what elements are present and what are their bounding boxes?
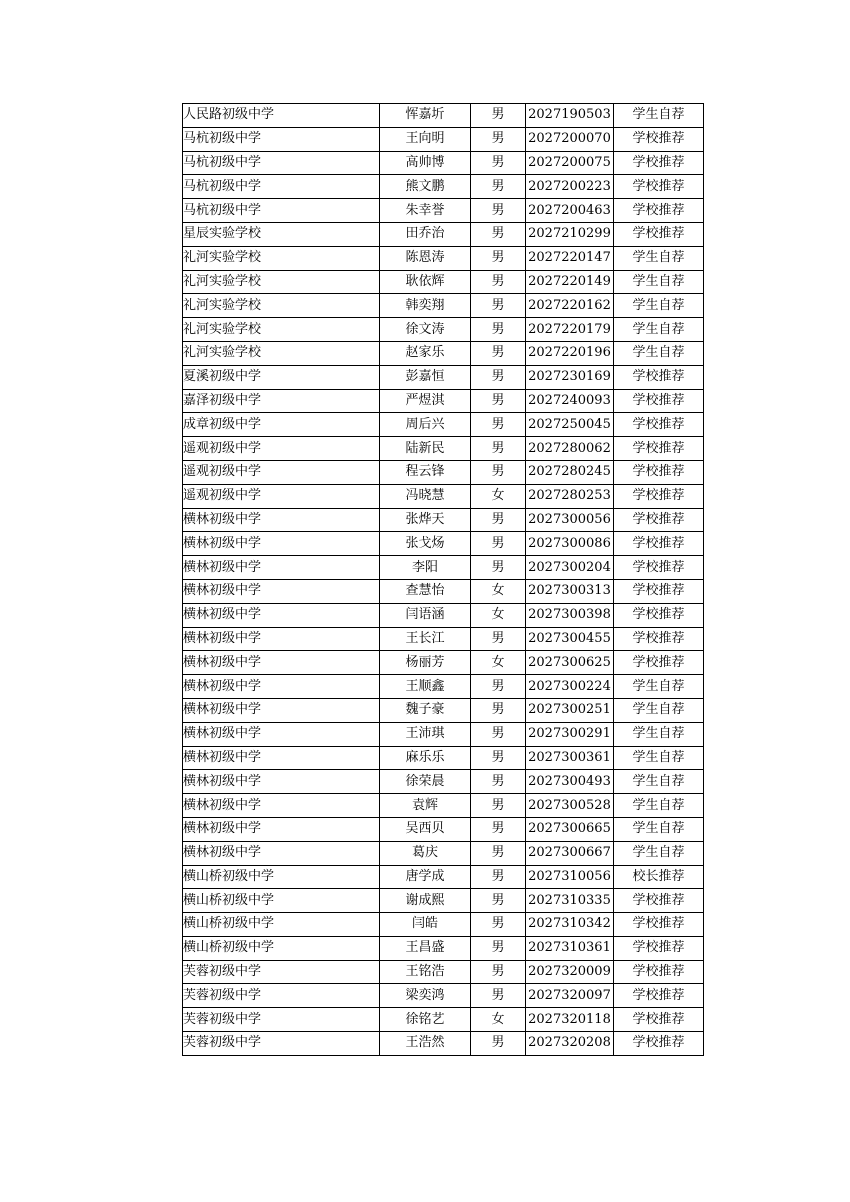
gender-cell: 男 [471, 675, 526, 699]
student-id-cell: 2027300665 [526, 817, 614, 841]
table-row [183, 341, 704, 365]
student-id-cell: 2027200223 [526, 175, 614, 199]
student-name-cell: 闫皓 [380, 913, 471, 937]
student-name-cell: 李阳 [380, 556, 471, 580]
student-name-cell: 高帅博 [380, 151, 471, 175]
table-row [183, 817, 704, 841]
gender-cell: 女 [471, 1008, 526, 1032]
student-name-cell: 张戈炀 [380, 532, 471, 556]
recommendation-type-cell: 学生自荐 [614, 341, 704, 365]
student-name-cell: 杨丽芳 [380, 651, 471, 675]
recommendation-type-cell: 学校推荐 [614, 627, 704, 651]
table-row [183, 318, 704, 342]
gender-cell: 男 [471, 984, 526, 1008]
gender-cell: 男 [471, 698, 526, 722]
recommendation-type-cell: 学生自荐 [614, 746, 704, 770]
recommendation-type-cell: 学校推荐 [614, 1008, 704, 1032]
student-id-cell: 2027320208 [526, 1032, 614, 1056]
recommendation-type-cell: 学校推荐 [614, 579, 704, 603]
school-cell: 礼河实验学校 [183, 294, 380, 318]
school-cell: 礼河实验学校 [183, 270, 380, 294]
student-id-cell: 2027320009 [526, 960, 614, 984]
school-cell: 横林初级中学 [183, 556, 380, 580]
table-row [183, 199, 704, 223]
recommendation-type-cell: 学校推荐 [614, 365, 704, 389]
school-cell: 夏溪初级中学 [183, 365, 380, 389]
student-name-cell: 韩奕翔 [380, 294, 471, 318]
student-name-cell: 程云锋 [380, 460, 471, 484]
gender-cell: 男 [471, 841, 526, 865]
gender-cell: 男 [471, 270, 526, 294]
recommendation-type-cell: 学校推荐 [614, 889, 704, 913]
gender-cell: 男 [471, 151, 526, 175]
table-row [183, 865, 704, 889]
recommendation-type-cell: 学校推荐 [614, 127, 704, 151]
table-row [183, 913, 704, 937]
student-name-cell: 张烨天 [380, 508, 471, 532]
gender-cell: 男 [471, 365, 526, 389]
table-row [183, 365, 704, 389]
student-name-cell: 王铭浩 [380, 960, 471, 984]
gender-cell: 男 [471, 794, 526, 818]
student-id-cell: 2027220179 [526, 318, 614, 342]
gender-cell: 男 [471, 389, 526, 413]
school-cell: 横林初级中学 [183, 579, 380, 603]
school-cell: 人民路初级中学 [183, 104, 380, 128]
student-id-cell: 2027300204 [526, 556, 614, 580]
recommendation-type-cell: 学生自荐 [614, 794, 704, 818]
student-name-cell: 熊文鹏 [380, 175, 471, 199]
table-row [183, 556, 704, 580]
gender-cell: 男 [471, 246, 526, 270]
table-row [183, 1008, 704, 1032]
gender-cell: 男 [471, 722, 526, 746]
table-row [183, 936, 704, 960]
gender-cell: 女 [471, 484, 526, 508]
student-name-cell: 朱幸誉 [380, 199, 471, 223]
gender-cell: 男 [471, 770, 526, 794]
gender-cell: 男 [471, 341, 526, 365]
recommendation-type-cell: 学生自荐 [614, 675, 704, 699]
school-cell: 横林初级中学 [183, 675, 380, 699]
student-name-cell: 赵家乐 [380, 341, 471, 365]
table-row [183, 770, 704, 794]
gender-cell: 女 [471, 579, 526, 603]
student-id-cell: 2027220196 [526, 341, 614, 365]
student-name-cell: 谢成熙 [380, 889, 471, 913]
student-id-cell: 2027210299 [526, 222, 614, 246]
gender-cell: 男 [471, 889, 526, 913]
recommendation-type-cell: 学生自荐 [614, 817, 704, 841]
school-cell: 横林初级中学 [183, 746, 380, 770]
student-id-cell: 2027310342 [526, 913, 614, 937]
recommendation-type-cell: 学校推荐 [614, 389, 704, 413]
gender-cell: 男 [471, 222, 526, 246]
student-name-cell: 魏子豪 [380, 698, 471, 722]
school-cell: 横林初级中学 [183, 698, 380, 722]
student-id-cell: 2027300313 [526, 579, 614, 603]
student-id-cell: 2027220147 [526, 246, 614, 270]
student-id-cell: 2027280253 [526, 484, 614, 508]
recommendation-type-cell: 校长推荐 [614, 865, 704, 889]
recommendation-type-cell: 学校推荐 [614, 151, 704, 175]
gender-cell: 男 [471, 746, 526, 770]
student-id-cell: 2027240093 [526, 389, 614, 413]
table-row [183, 675, 704, 699]
table-row [183, 651, 704, 675]
table-row [183, 508, 704, 532]
school-cell: 礼河实验学校 [183, 341, 380, 365]
school-cell: 礼河实验学校 [183, 246, 380, 270]
school-cell: 横林初级中学 [183, 603, 380, 627]
recommendation-type-cell: 学校推荐 [614, 222, 704, 246]
table-row [183, 794, 704, 818]
recommendation-type-cell: 学校推荐 [614, 913, 704, 937]
gender-cell: 男 [471, 865, 526, 889]
school-cell: 芙蓉初级中学 [183, 984, 380, 1008]
gender-cell: 男 [471, 556, 526, 580]
recommendation-type-cell: 学校推荐 [614, 556, 704, 580]
table-row [183, 413, 704, 437]
recommendation-type-cell: 学校推荐 [614, 460, 704, 484]
gender-cell: 男 [471, 817, 526, 841]
table-row [183, 437, 704, 461]
school-cell: 横林初级中学 [183, 627, 380, 651]
recommendation-type-cell: 学校推荐 [614, 936, 704, 960]
school-cell: 横林初级中学 [183, 841, 380, 865]
school-cell: 马杭初级中学 [183, 151, 380, 175]
gender-cell: 男 [471, 413, 526, 437]
recommendation-type-cell: 学校推荐 [614, 960, 704, 984]
recommendation-type-cell: 学生自荐 [614, 294, 704, 318]
student-id-cell: 2027300361 [526, 746, 614, 770]
student-id-cell: 2027310335 [526, 889, 614, 913]
gender-cell: 女 [471, 603, 526, 627]
table-row [183, 389, 704, 413]
student-id-cell: 2027300291 [526, 722, 614, 746]
table-row [183, 484, 704, 508]
recommendation-type-cell: 学生自荐 [614, 841, 704, 865]
recommendation-type-cell: 学生自荐 [614, 318, 704, 342]
school-cell: 横林初级中学 [183, 794, 380, 818]
school-cell: 横林初级中学 [183, 532, 380, 556]
student-name-cell: 陆新民 [380, 437, 471, 461]
gender-cell: 男 [471, 532, 526, 556]
table-row [183, 222, 704, 246]
table-row [183, 698, 704, 722]
gender-cell: 男 [471, 294, 526, 318]
table-row [183, 127, 704, 151]
recommendation-type-cell: 学校推荐 [614, 199, 704, 223]
student-id-cell: 2027220162 [526, 294, 614, 318]
student-id-cell: 2027300455 [526, 627, 614, 651]
student-id-cell: 2027300224 [526, 675, 614, 699]
student-id-cell: 2027310361 [526, 936, 614, 960]
school-cell: 横林初级中学 [183, 770, 380, 794]
student-id-cell: 2027280062 [526, 437, 614, 461]
student-roster-table [182, 103, 704, 1056]
student-id-cell: 2027200075 [526, 151, 614, 175]
student-id-cell: 2027190503 [526, 104, 614, 128]
recommendation-type-cell: 学校推荐 [614, 603, 704, 627]
school-cell: 横山桥初级中学 [183, 913, 380, 937]
student-id-cell: 2027280245 [526, 460, 614, 484]
student-id-cell: 2027230169 [526, 365, 614, 389]
gender-cell: 男 [471, 460, 526, 484]
recommendation-type-cell: 学校推荐 [614, 484, 704, 508]
school-cell: 礼河实验学校 [183, 318, 380, 342]
recommendation-type-cell: 学校推荐 [614, 651, 704, 675]
student-id-cell: 2027200070 [526, 127, 614, 151]
student-id-cell: 2027320097 [526, 984, 614, 1008]
gender-cell: 男 [471, 437, 526, 461]
school-cell: 马杭初级中学 [183, 127, 380, 151]
recommendation-type-cell: 学校推荐 [614, 413, 704, 437]
table-row [183, 175, 704, 199]
table-row [183, 270, 704, 294]
recommendation-type-cell: 学生自荐 [614, 246, 704, 270]
gender-cell: 男 [471, 1032, 526, 1056]
student-name-cell: 王顺鑫 [380, 675, 471, 699]
school-cell: 横山桥初级中学 [183, 865, 380, 889]
student-name-cell: 王向明 [380, 127, 471, 151]
student-name-cell: 徐文涛 [380, 318, 471, 342]
student-id-cell: 2027300528 [526, 794, 614, 818]
student-name-cell: 梁奕鸿 [380, 984, 471, 1008]
gender-cell: 男 [471, 960, 526, 984]
gender-cell: 男 [471, 104, 526, 128]
recommendation-type-cell: 学校推荐 [614, 1032, 704, 1056]
table-row [183, 532, 704, 556]
school-cell: 星辰实验学校 [183, 222, 380, 246]
school-cell: 遥观初级中学 [183, 484, 380, 508]
table-row [183, 579, 704, 603]
table-row [183, 722, 704, 746]
student-name-cell: 彭嘉恒 [380, 365, 471, 389]
student-name-cell: 王长江 [380, 627, 471, 651]
student-name-cell: 闫语涵 [380, 603, 471, 627]
school-cell: 芙蓉初级中学 [183, 1008, 380, 1032]
recommendation-type-cell: 学生自荐 [614, 270, 704, 294]
student-id-cell: 2027250045 [526, 413, 614, 437]
student-name-cell: 葛庆 [380, 841, 471, 865]
recommendation-type-cell: 学生自荐 [614, 770, 704, 794]
school-cell: 横林初级中学 [183, 651, 380, 675]
student-name-cell: 田乔治 [380, 222, 471, 246]
gender-cell: 男 [471, 127, 526, 151]
student-id-cell: 2027300086 [526, 532, 614, 556]
school-cell: 芙蓉初级中学 [183, 1032, 380, 1056]
student-id-cell: 2027310056 [526, 865, 614, 889]
gender-cell: 男 [471, 175, 526, 199]
table-row [183, 1032, 704, 1056]
recommendation-type-cell: 学生自荐 [614, 698, 704, 722]
student-name-cell: 耿依辉 [380, 270, 471, 294]
school-cell: 嘉泽初级中学 [183, 389, 380, 413]
student-name-cell: 查慧怡 [380, 579, 471, 603]
school-cell: 横山桥初级中学 [183, 936, 380, 960]
recommendation-type-cell: 学校推荐 [614, 175, 704, 199]
school-cell: 横山桥初级中学 [183, 889, 380, 913]
school-cell: 横林初级中学 [183, 817, 380, 841]
school-cell: 横林初级中学 [183, 508, 380, 532]
student-id-cell: 2027300056 [526, 508, 614, 532]
student-name-cell: 吴西贝 [380, 817, 471, 841]
student-name-cell: 袁辉 [380, 794, 471, 818]
student-name-cell: 陈恩涛 [380, 246, 471, 270]
school-cell: 横林初级中学 [183, 722, 380, 746]
gender-cell: 男 [471, 318, 526, 342]
gender-cell: 女 [471, 651, 526, 675]
table-row [183, 603, 704, 627]
gender-cell: 男 [471, 913, 526, 937]
student-name-cell: 冯晓慧 [380, 484, 471, 508]
table-row [183, 104, 704, 128]
student-name-cell: 恽嘉圻 [380, 104, 471, 128]
student-name-cell: 麻乐乐 [380, 746, 471, 770]
student-id-cell: 2027300251 [526, 698, 614, 722]
gender-cell: 男 [471, 627, 526, 651]
student-id-cell: 2027220149 [526, 270, 614, 294]
recommendation-type-cell: 学生自荐 [614, 104, 704, 128]
recommendation-type-cell: 学校推荐 [614, 532, 704, 556]
student-name-cell: 王沛琪 [380, 722, 471, 746]
recommendation-type-cell: 学校推荐 [614, 984, 704, 1008]
student-id-cell: 2027300493 [526, 770, 614, 794]
table-row [183, 984, 704, 1008]
student-name-cell: 周后兴 [380, 413, 471, 437]
student-id-cell: 2027300625 [526, 651, 614, 675]
student-id-cell: 2027320118 [526, 1008, 614, 1032]
school-cell: 成章初级中学 [183, 413, 380, 437]
roster-body [183, 104, 704, 1056]
student-name-cell: 徐荣晨 [380, 770, 471, 794]
gender-cell: 男 [471, 508, 526, 532]
table-row [183, 627, 704, 651]
school-cell: 芙蓉初级中学 [183, 960, 380, 984]
school-cell: 马杭初级中学 [183, 199, 380, 223]
student-name-cell: 徐铭艺 [380, 1008, 471, 1032]
table-row [183, 460, 704, 484]
table-row [183, 294, 704, 318]
recommendation-type-cell: 学校推荐 [614, 437, 704, 461]
gender-cell: 男 [471, 936, 526, 960]
student-name-cell: 王浩然 [380, 1032, 471, 1056]
table-row [183, 841, 704, 865]
school-cell: 马杭初级中学 [183, 175, 380, 199]
student-name-cell: 严煜淇 [380, 389, 471, 413]
student-name-cell: 唐学成 [380, 865, 471, 889]
student-name-cell: 王昌盛 [380, 936, 471, 960]
student-id-cell: 2027200463 [526, 199, 614, 223]
school-cell: 遥观初级中学 [183, 437, 380, 461]
recommendation-type-cell: 学校推荐 [614, 508, 704, 532]
table-row [183, 889, 704, 913]
table-row [183, 246, 704, 270]
recommendation-type-cell: 学生自荐 [614, 722, 704, 746]
student-id-cell: 2027300398 [526, 603, 614, 627]
table-row [183, 960, 704, 984]
student-id-cell: 2027300667 [526, 841, 614, 865]
table-row [183, 151, 704, 175]
table-row [183, 746, 704, 770]
school-cell: 遥观初级中学 [183, 460, 380, 484]
gender-cell: 男 [471, 199, 526, 223]
